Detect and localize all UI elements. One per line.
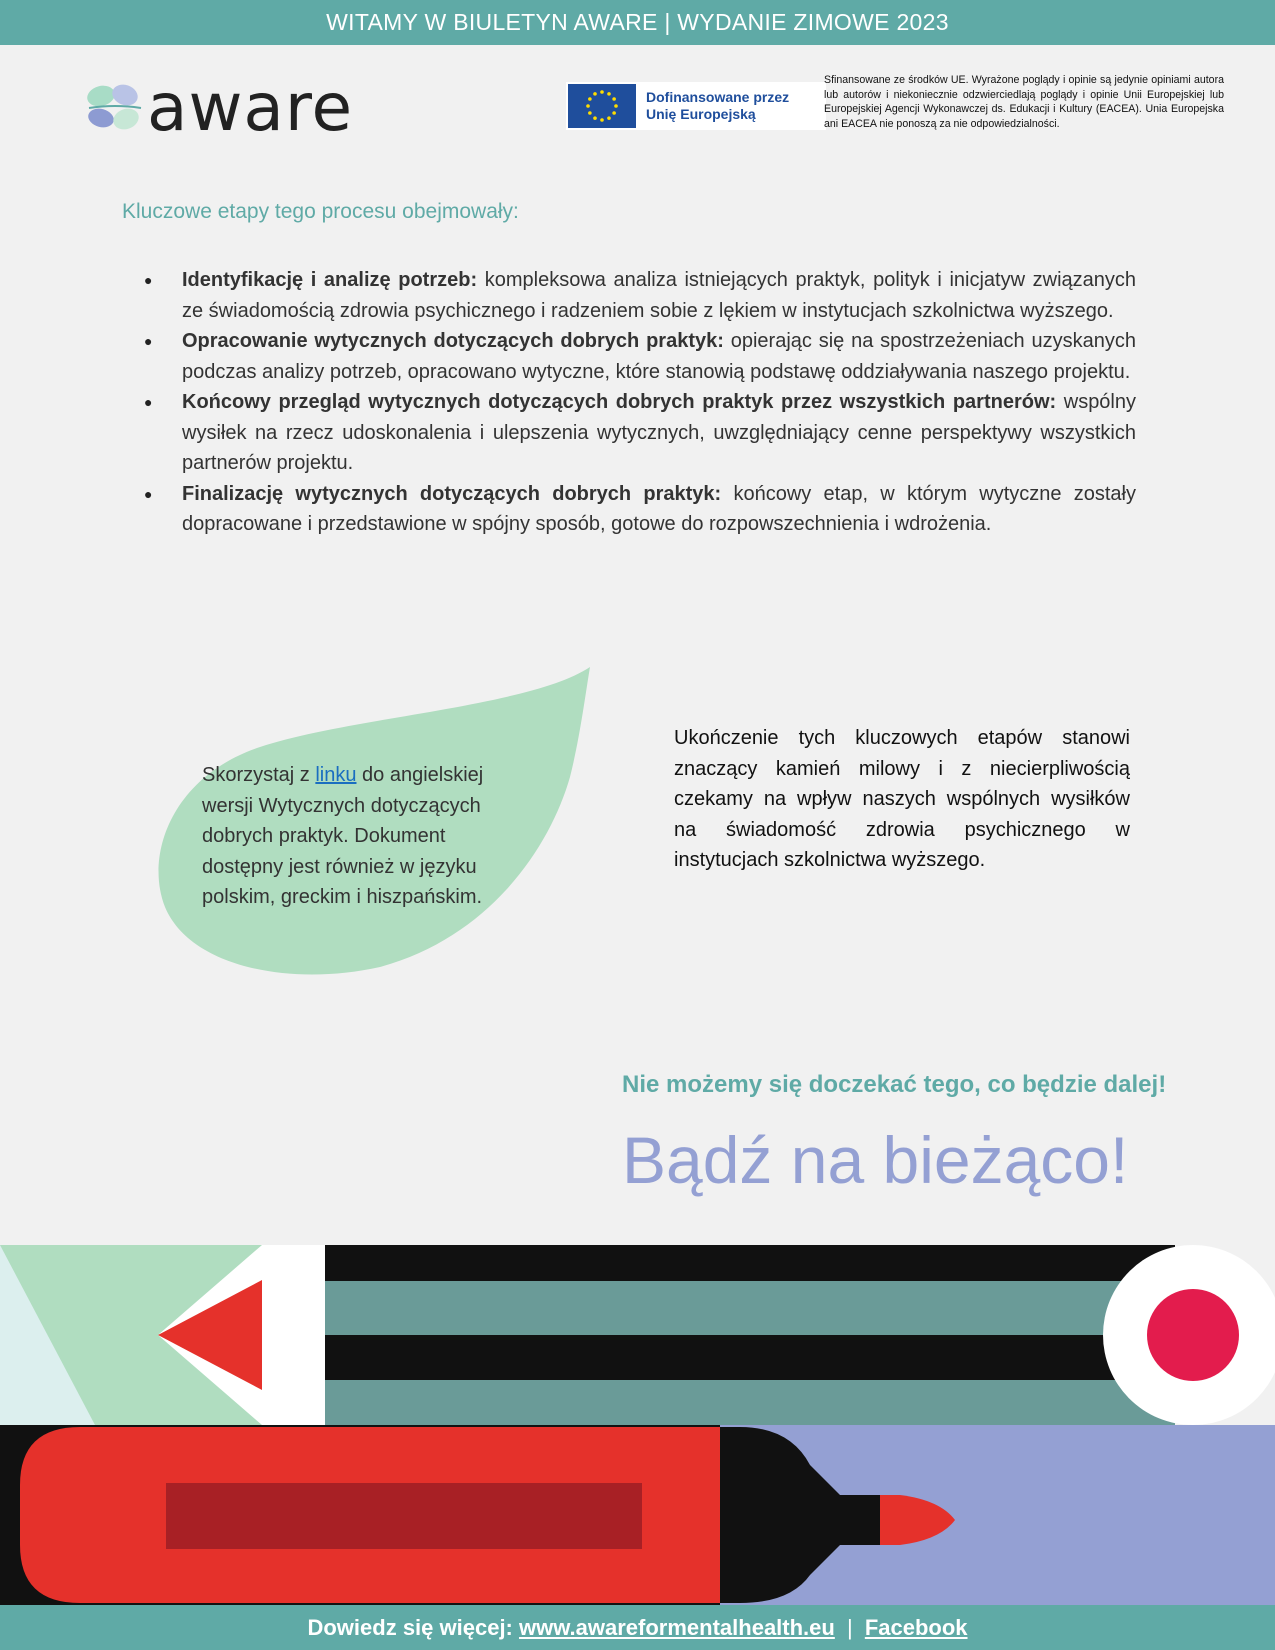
leaf-logo-icon: [85, 82, 145, 134]
list-item-heading: Opracowanie wytycznych dotyczących dobrych praktyk:: [182, 330, 724, 352]
section-title: Kluczowe etapy tego procesu obejmowały:: [122, 200, 519, 223]
pencil-graphic: [0, 1245, 1275, 1425]
stay-tuned-heading: Bądź na bieżąco!: [622, 1123, 1129, 1197]
list-item-text: końcowy etap, w którym wytyczne zostały dopracowane i przedstawione w spójny sposób, gotowe do rozpowszechnienia i wdrożenia.: [182, 482, 1136, 535]
milestone-paragraph: Ukończenie tych kluczowych etapów stanowi znaczący kamień milowy i z niecierpliwością czekamy na wpływ naszych wspólnych wysiłków na świadomość zdrowia psychicznego w instytucjach szkolnictwa wyższego.: [674, 727, 1130, 871]
eu-star-icon: [607, 92, 611, 96]
eu-star-icon: [593, 92, 597, 96]
guidelines-link-note: [202, 760, 502, 913]
list-item-text: kompleksowa analiza istniejących praktyk, polityk i inicjatyw związanych ze świadomością zdrowia psychicznego i radzeniem sobie z lękiem w instytucjach szkolnictwa wyższego.: [182, 269, 1137, 322]
newsletter-header-title: WITAMY W BIULETYN AWARE | WYDANIE ZIMOWE 2023: [326, 9, 949, 35]
website-link[interactable]: www.awareformentalhealth.eu: [519, 1615, 835, 1640]
eu-star-icon: [586, 104, 590, 108]
eu-funding-badge: [566, 82, 826, 130]
guidelines-link[interactable]: linku: [315, 764, 357, 786]
list-item: [140, 326, 1136, 387]
footer-bar: [0, 1605, 1275, 1650]
eu-star-icon: [614, 104, 618, 108]
list-item-text: wspólny wysiłek na rzecz udoskonalenia i ulepszenia wytycznych, uwzględniający cenne perspektywy wszystkich partnerów projektu.: [182, 391, 1137, 474]
eu-star-icon: [588, 111, 592, 115]
eu-badge-text: [646, 89, 789, 123]
list-item-heading: Końcowy przegląd wytycznych dotyczących dobrych praktyk przez wszystkich partnerów:: [182, 391, 1057, 413]
aware-logo: [85, 69, 385, 146]
list-item-text: opierając się na spostrzeżeniach uzyskanych podczas analizy potrzeb, opracowano wytyczne, które stanowią podstawę oddziaływania naszego projektu.: [182, 330, 1136, 383]
list-item-heading: Finalizację wytycznych dotyczących dobrych praktyk:: [182, 482, 722, 505]
marker-graphic: [0, 1425, 1275, 1605]
eu-disclaimer: Sfinansowane ze środków UE. Wyrażone poglądy i opinie są jedynie opiniami autora lub autorów i niekoniecznie odzwierciedlają poglądy i opinie Unii Europejskiej lub Europejskiej Agencji Wykonawczej ds. Edukacji i Kultury (EACEA). Unia Europejska ani EACEA nie ponoszą za nie odpowiedzialności.: [824, 74, 1224, 130]
link-note-before: Skorzystaj z: [202, 764, 316, 786]
footer-label: Dowiedz się więcej:: [307, 1615, 513, 1640]
logo-wordmark: aware: [147, 69, 354, 146]
eu-badge-line1: Dofinansowane przez: [646, 89, 790, 105]
eu-star-icon: [612, 111, 616, 115]
eu-star-icon: [612, 97, 616, 101]
facebook-link[interactable]: Facebook: [864, 1615, 968, 1640]
list-item: [140, 265, 1136, 326]
list-item-heading: Identyfikację i analizę potrzeb:: [182, 269, 478, 291]
eu-star-icon: [600, 90, 604, 94]
cta-headline: Nie możemy się doczekać tego, co będzie dalej!: [622, 1071, 1167, 1098]
eu-badge-line2: Unię Europejską: [646, 106, 756, 122]
newsletter-header-bar: [0, 0, 1275, 45]
eu-star-icon: [593, 116, 597, 120]
eu-star-icon: [600, 118, 604, 122]
link-note-after: do angielskiej wersji Wytycznych dotyczących dobrych praktyk. Dokument dostępny jest również w języku polskim, greckim i hiszpańskim.: [202, 764, 484, 908]
key-stages-list: [140, 265, 1136, 540]
eu-flag-icon: [568, 84, 636, 128]
list-item: [140, 479, 1136, 540]
eu-star-icon: [607, 116, 611, 120]
footer-separator: |: [846, 1615, 853, 1640]
eu-star-icon: [588, 97, 592, 101]
pencil-marker-illustration: [0, 1245, 1275, 1605]
list-item: [140, 387, 1136, 479]
